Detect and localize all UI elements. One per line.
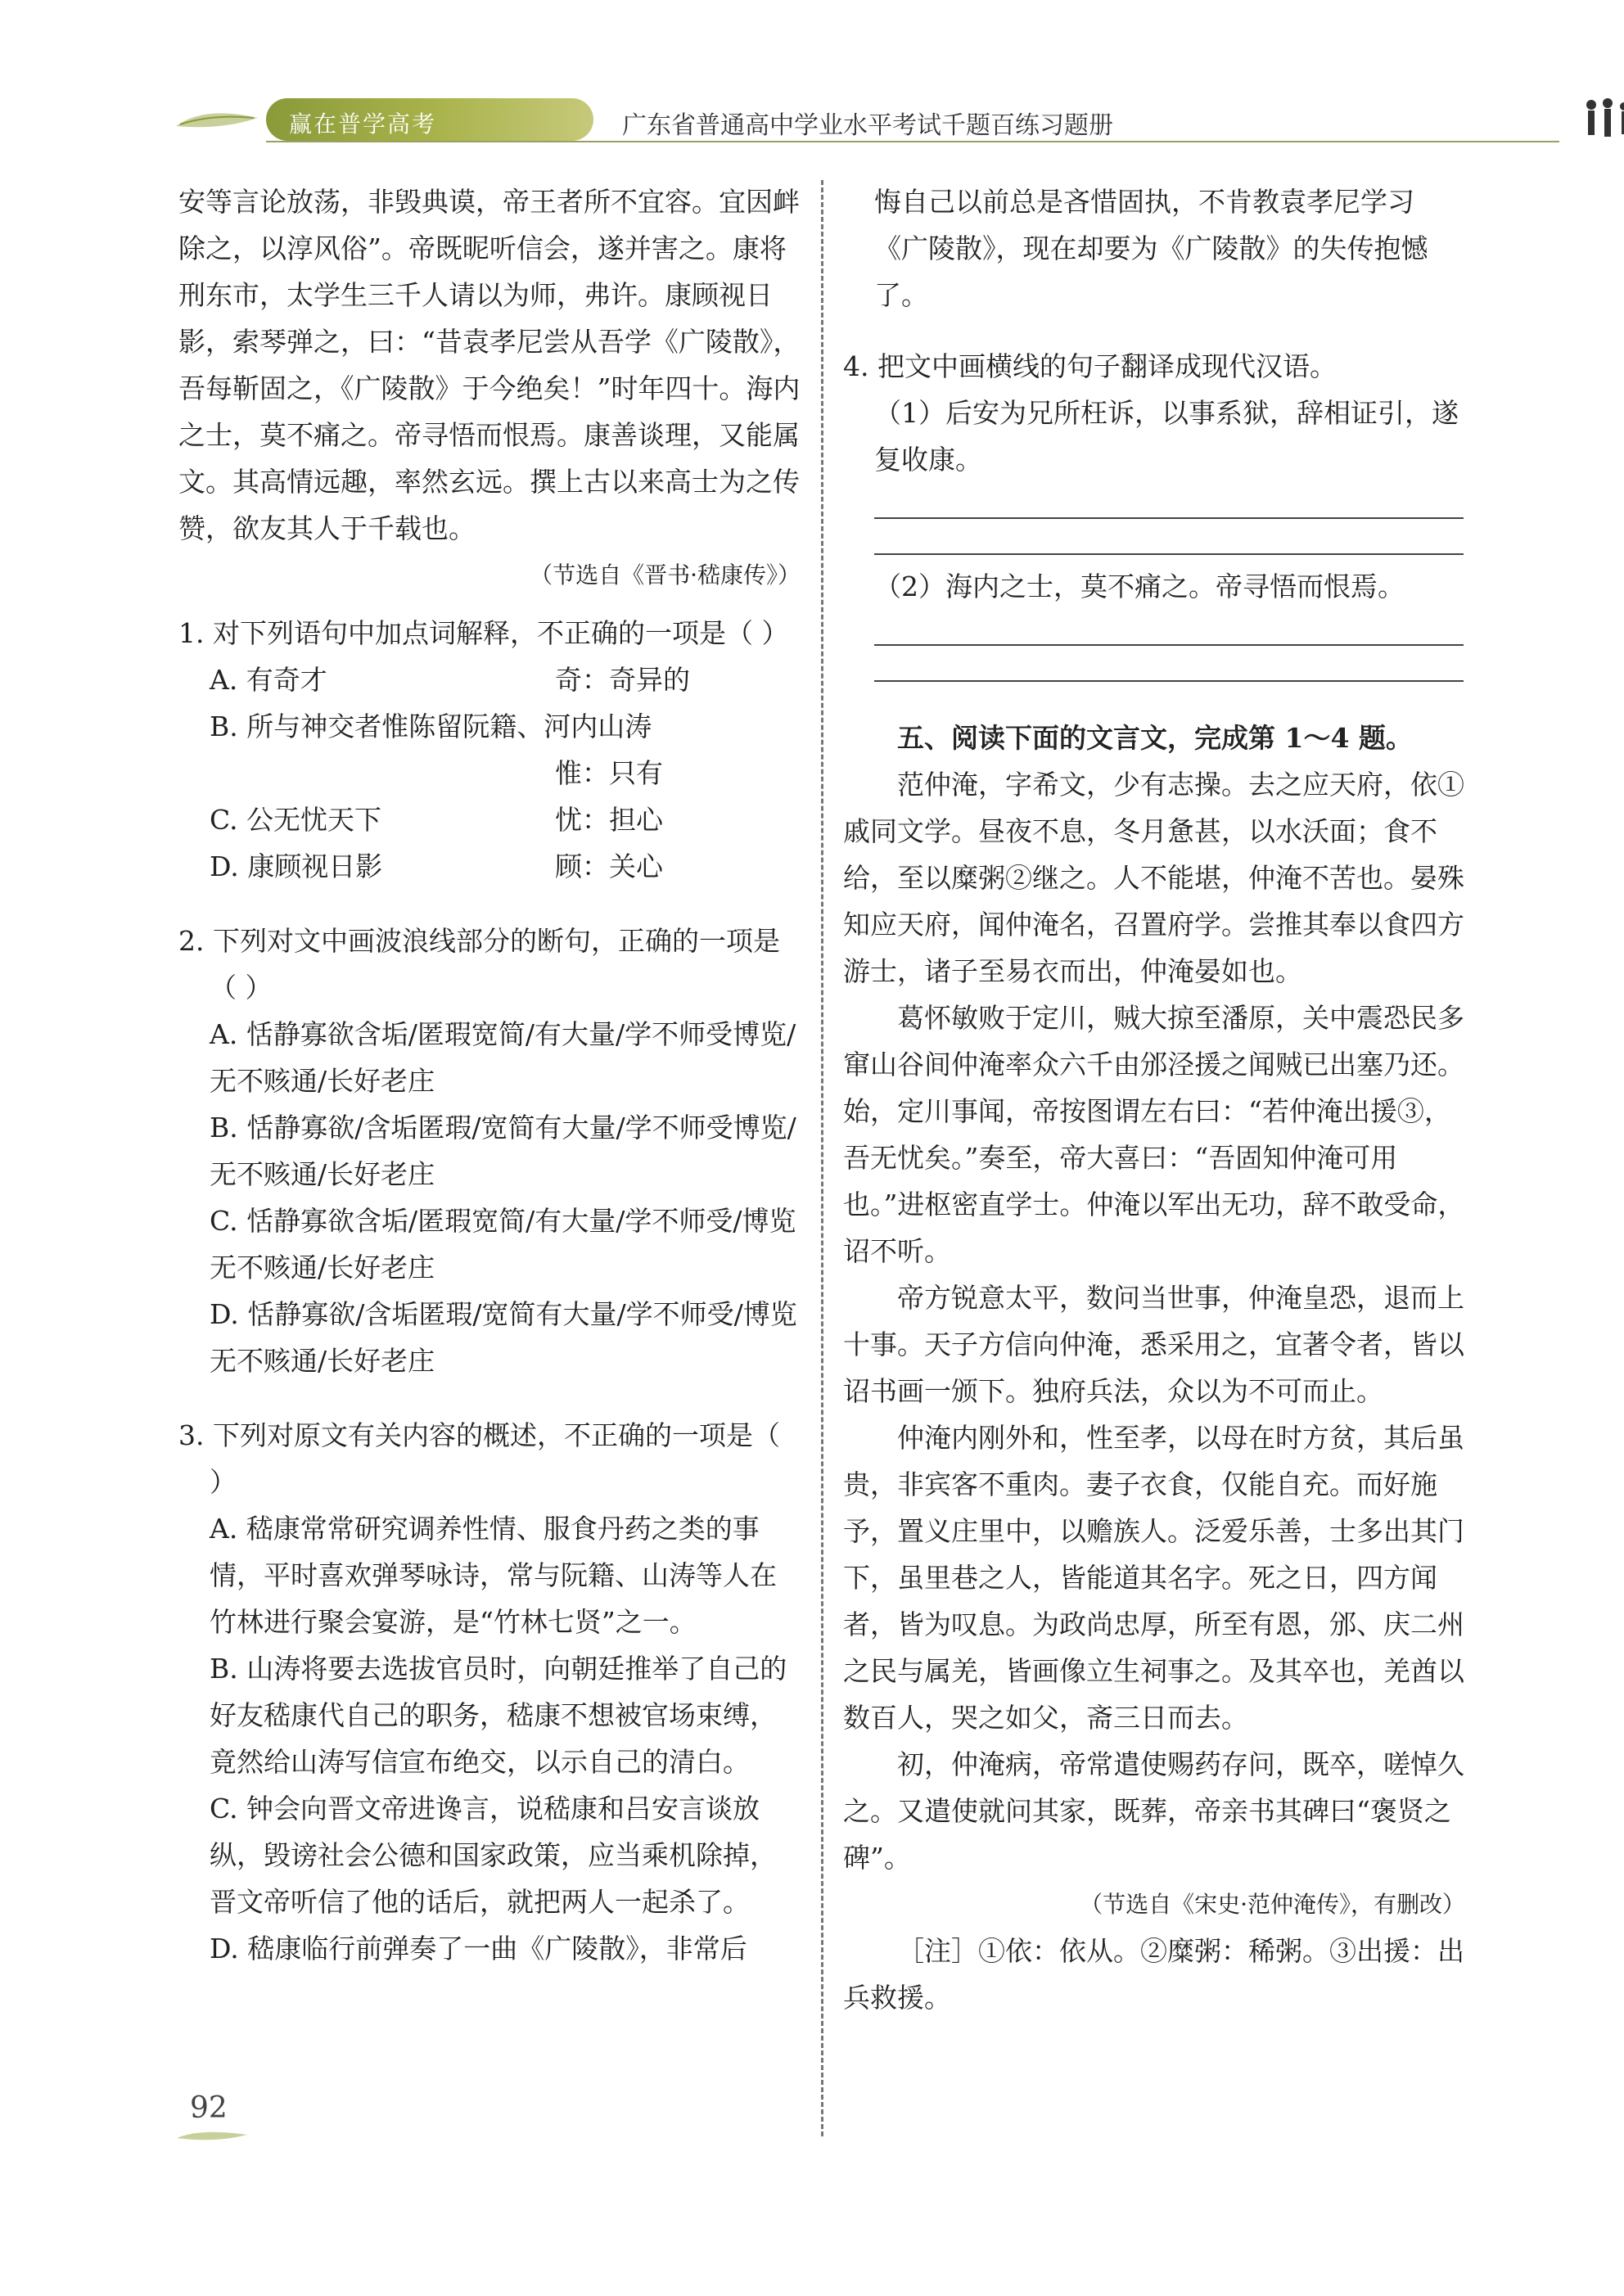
- option-d: D. 恬静寡欲/含垢匿瑕/宽简有大量/学不师受/博览无不赅通/长好老庄: [210, 1298, 797, 1377]
- question-3: [178, 1412, 801, 1972]
- question-4: [843, 343, 1465, 682]
- header-rule: [266, 141, 1559, 142]
- footer-leaf-icon: [175, 2127, 249, 2143]
- option-c: C. 钟会向晋文帝进谗言，说嵇康和吕安言谈放纵，毁谤社会公德和国家政策，应当乘机除掉，晋文帝听信了他的话后，就把两人一起杀了。: [210, 1793, 777, 1918]
- question-number: 4.: [843, 350, 869, 382]
- question-number: 2.: [178, 925, 205, 957]
- option-c: C. 恬静寡欲含垢/匿瑕宽简/有大量/学不师受/博览无不赅通/长好老庄: [210, 1205, 796, 1283]
- option-a: A. 恬静寡欲含垢/匿瑕宽简/有大量/学不师受博览/无不赅通/长好老庄: [210, 1018, 796, 1097]
- option-text: C. 公无忧天下: [210, 804, 382, 836]
- question-stem: 把文中画横线的句子翻译成现代汉语。: [877, 350, 1337, 382]
- question-number: 1.: [178, 617, 205, 649]
- section-5: [843, 715, 1465, 2021]
- option-c: [178, 796, 801, 843]
- question-stem: 下列对原文有关内容的概述，不正确的一项是（ ）: [210, 1419, 780, 1498]
- option-gloss: 奇：奇异的: [555, 664, 690, 696]
- page-header: [188, 97, 1465, 142]
- option-text: A. 有奇才: [210, 664, 327, 696]
- question-stem: 对下列语句中加点词解释，不正确的一项是（ ）: [213, 617, 789, 649]
- passage-text: 安等言论放荡，非毁典谟，帝王者所不宜容。宜因衅除之，以淳风俗”。帝既昵听信会，遂并害之。康将刑东市，太学生三千人请以为师，弗许。康顾视日影，索琴弹之，曰：“昔袁孝尼尝从吾学《广陵散》，吾每靳固之，《广陵散》于今绝矣！”时年四十。海内之士，莫不痛之。帝寻悟而恨焉。康善谈理，又能属文。其高情远趣，率然玄远。撰上古以来高士为之传赞，欲友其人于千载也。: [178, 186, 801, 544]
- page-number: 92: [190, 2091, 228, 2125]
- answer-line[interactable]: [874, 517, 1464, 519]
- translate-sentence-2: （2）海内之士，莫不痛之。帝寻悟而恨焉。: [874, 571, 1405, 602]
- question-3-continued: 悔自己以前总是吝惜固执，不肯教袁孝尼学习《广陵散》，现在却要为《广陵散》的失传抱憾了。: [874, 186, 1428, 311]
- left-column: [178, 178, 801, 1972]
- answer-line[interactable]: [874, 553, 1464, 555]
- translate-sentence-1: （1）后安为兄所枉诉，以事系狱，辞相证引，遂复收康。: [874, 397, 1459, 476]
- option-text: B. 所与神交者惟陈留阮籍、河内山涛: [210, 710, 652, 742]
- column-divider: [821, 180, 823, 2136]
- option-text: D. 康顾视日影: [210, 850, 383, 882]
- option-b: B. 山涛将要去选拔官员时，向朝廷推举了自己的好友嵇康代自己的职务，嵇康不想被官场束缚，竟然给山涛写信宣布绝交，以示自己的清白。: [210, 1653, 787, 1778]
- question-number: 3.: [178, 1419, 205, 1451]
- question-stem: 下列对文中画波浪线部分的断句，正确的一项是（ ）: [210, 925, 780, 1004]
- leaf-decoration-icon: [172, 101, 262, 134]
- passage-paragraph: 初，仲淹病，帝常遣使赐药存问，既卒，嗟悼久之。又遣使就问其家，既葬，帝亲书其碑曰“褒贤之碑”。: [843, 1748, 1464, 1874]
- option-b: B. 恬静寡欲/含垢匿瑕/宽简有大量/学不师受博览/无不赅通/长好老庄: [210, 1112, 796, 1190]
- question-1: [178, 610, 801, 890]
- section-title: 五、阅读下面的文言文，完成第 1～4 题。: [897, 722, 1413, 754]
- option-b: [178, 703, 801, 750]
- answer-line[interactable]: [874, 680, 1464, 682]
- series-badge: [266, 98, 593, 141]
- option-b-gloss: 惟：只有: [555, 757, 663, 789]
- right-column: [843, 178, 1465, 2021]
- option-gloss: 忧：担心: [555, 804, 663, 836]
- passage-paragraph: 帝方锐意太平，数问当世事，仲淹皇恐，退而上十事。天子方信向仲淹，悉采用之，宜著令者，皆以诏书画一颁下。独府兵法，众以为不可而止。: [843, 1282, 1464, 1407]
- passage-paragraph: 葛怀敏败于定川，贼大掠至潘原，关中震恐民多窜山谷间仲淹率众六千由邠泾援之闻贼已出塞乃还。始，定川事闻，帝按图谓左右曰：“若仲淹出援③，吾无忧矣。”奏至，帝大喜曰：“吾固知仲淹可用也。”进枢密直学士。仲淹以军出无功，辞不敢受命，诏不听。: [843, 1002, 1465, 1267]
- passage-paragraph: 仲淹内刚外和，性至孝，以母在时方贫，其后虽贵，非宾客不重肉。妻子衣食，仅能自充。而好施予，置义庄里中，以赡族人。泛爱乐善，士多出其门下，虽里巷之人，皆能道其名字。死之日，四方闻者，皆为叹息。为政尚忠厚，所至有恩，邠、庆二州之民与属羌，皆画像立生祠事之。及其卒也，羌酋以数百人，哭之如父，斋三日而去。: [843, 1422, 1464, 1734]
- passage-source: （节选自《晋书·嵇康传》）: [530, 562, 801, 589]
- annotation-note: ［注］①依：依从。②糜粥：稀粥。③出援：出兵救援。: [843, 1935, 1464, 2014]
- figures-icon: [1580, 97, 1624, 142]
- option-d: [178, 843, 801, 890]
- passage-source: （节选自《宋史·范仲淹传》，有删改）: [1080, 1891, 1465, 1918]
- option-a: A. 嵇康常常研究调养性情、服食丹药之类的事情，平时喜欢弹琴咏诗，常与阮籍、山涛等人在竹林进行聚会宴游，是“竹林七贤”之一。: [210, 1513, 777, 1638]
- series-badge-label: 赢在普学高考: [289, 111, 437, 138]
- passage-paragraph: 范仲淹，字希文，少有志操。去之应天府，依①戚同文学。昼夜不息，冬月惫甚，以水沃面；食不给，至以糜粥②继之。人不能堪，仲淹不苦也。晏殊知应天府，闻仲淹名，召置府学。尝推其奉以食四方游士，诸子至易衣而出，仲淹晏如也。: [843, 769, 1464, 987]
- book-title: 广东省普通高中学业水平考试千题百练习题册: [622, 111, 1113, 140]
- answer-line[interactable]: [874, 644, 1464, 646]
- question-2: [178, 918, 801, 1384]
- option-a: [178, 656, 801, 703]
- option-d: D. 嵇康临行前弹奏了一曲《广陵散》，非常后: [210, 1933, 747, 1964]
- option-gloss: 顾：关心: [555, 850, 663, 882]
